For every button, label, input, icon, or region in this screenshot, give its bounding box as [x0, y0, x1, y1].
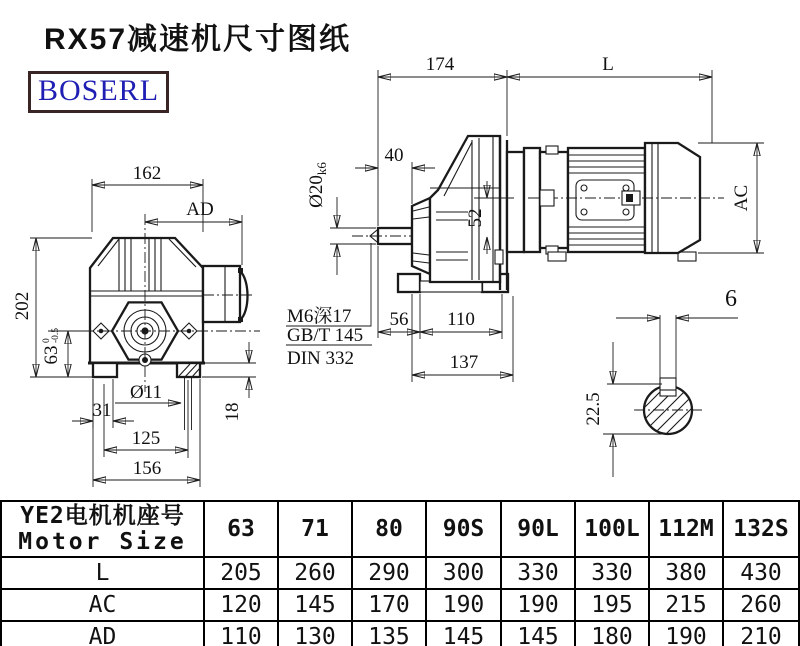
col-header: 100L	[575, 501, 649, 557]
dim-40-label: 40	[384, 145, 404, 166]
table-cell: 380	[649, 557, 723, 589]
page-title: RX57减速机尺寸图纸	[44, 23, 352, 56]
dim-63	[41, 328, 88, 377]
table-cell: 110	[204, 621, 278, 646]
thread-note	[286, 243, 372, 369]
dim-L-label: L	[602, 54, 614, 75]
table-cell: 430	[723, 557, 799, 589]
col-header: 90L	[501, 501, 575, 557]
dim-AD-label: AD	[186, 199, 214, 220]
dim-key-depth-label: 22.5	[583, 392, 604, 426]
table-row-AD	[1, 621, 799, 646]
table-cell: 205	[204, 557, 278, 589]
col-header: 90S	[426, 501, 501, 557]
dim-18-label: 18	[222, 402, 243, 422]
dim-key-width-label: 6	[725, 286, 737, 312]
dim-110-label: 110	[447, 309, 475, 330]
table-cell: 120	[204, 589, 278, 621]
motor-size-header-en: Motor Size	[18, 529, 187, 555]
gearbox-body	[412, 136, 507, 290]
table-cell: 195	[575, 589, 649, 621]
brand-logo-text: BOSERL	[38, 74, 160, 107]
svg-text:Ø20k6	[306, 162, 329, 208]
table-header-row	[1, 501, 799, 557]
dim-key-width-6	[616, 286, 738, 378]
dim-56-label: 56	[389, 309, 409, 330]
table-cell: 130	[278, 621, 352, 646]
table-cell: 300	[426, 557, 501, 589]
dimension-table	[0, 500, 800, 646]
dim-202-label: 202	[12, 291, 33, 321]
row-label: AD	[1, 621, 204, 646]
dim-hole-dia11	[115, 382, 181, 403]
table-cell: 145	[426, 621, 501, 646]
dim-shaft-dia20k6	[306, 162, 376, 275]
keyway-slot	[660, 378, 676, 396]
dim-174-label: 174	[425, 54, 455, 75]
shaft-section-view	[583, 286, 738, 477]
col-header: 132S	[723, 501, 799, 557]
table-cell: 190	[501, 589, 575, 621]
front-view	[12, 163, 260, 487]
table-cell: 145	[278, 589, 352, 621]
dim-110	[420, 294, 502, 339]
table-row-L	[1, 557, 799, 589]
table-cell: 180	[575, 621, 649, 646]
table-cell: 190	[426, 589, 501, 621]
dim-AC-label: AC	[731, 184, 752, 212]
thread-note-line1: M6深17	[287, 306, 352, 327]
dim-18	[202, 342, 256, 422]
table-cell: 330	[575, 557, 649, 589]
dim-40	[355, 145, 435, 204]
thread-note-line3: DIN 332	[287, 348, 355, 369]
dim-162-label: 162	[132, 163, 162, 184]
table-cell: 260	[723, 589, 799, 621]
fan-cowl	[645, 143, 700, 253]
dim-shaft-dia-label: Ø20	[306, 175, 327, 208]
table-row-AC	[1, 589, 799, 621]
dim-137	[412, 294, 513, 382]
motor-size-header	[1, 501, 204, 557]
dim-63-tol-upper: 0	[42, 338, 52, 343]
table-cell: 145	[501, 621, 575, 646]
dim-56	[378, 294, 420, 339]
table-cell: 330	[501, 557, 575, 589]
col-header: 112M	[649, 501, 723, 557]
dim-hole-label: Ø11	[129, 382, 163, 403]
row-label: AC	[1, 589, 204, 621]
motor-size-header-cn: YE2电机机座号	[20, 503, 185, 529]
col-header: 80	[352, 501, 426, 557]
dim-L	[507, 54, 712, 143]
terminal-box	[203, 266, 254, 322]
thread-note-line2: GB/T 145	[287, 325, 364, 346]
col-header: 63	[204, 501, 278, 557]
dim-shaft-fit-label: k6	[314, 162, 329, 176]
table-cell: 215	[649, 589, 723, 621]
side-view	[286, 54, 764, 382]
row-label: L	[1, 557, 204, 589]
dim-137-label: 137	[449, 352, 479, 373]
dim-31	[72, 379, 134, 428]
table-cell: 170	[352, 589, 426, 621]
table-cell: 290	[352, 557, 426, 589]
table-cell: 135	[352, 621, 426, 646]
dim-156-label: 156	[132, 458, 162, 479]
table-cell: 190	[649, 621, 723, 646]
col-header: 71	[278, 501, 352, 557]
dim-31-label: 31	[92, 400, 112, 421]
table-cell: 260	[278, 557, 352, 589]
dim-63-tol-lower: -0.5	[51, 327, 61, 343]
table-cell: 210	[723, 621, 799, 646]
dim-63-label: 63	[41, 345, 62, 365]
dim-125-label: 125	[131, 428, 161, 449]
dim-52-label: 52	[465, 208, 486, 228]
